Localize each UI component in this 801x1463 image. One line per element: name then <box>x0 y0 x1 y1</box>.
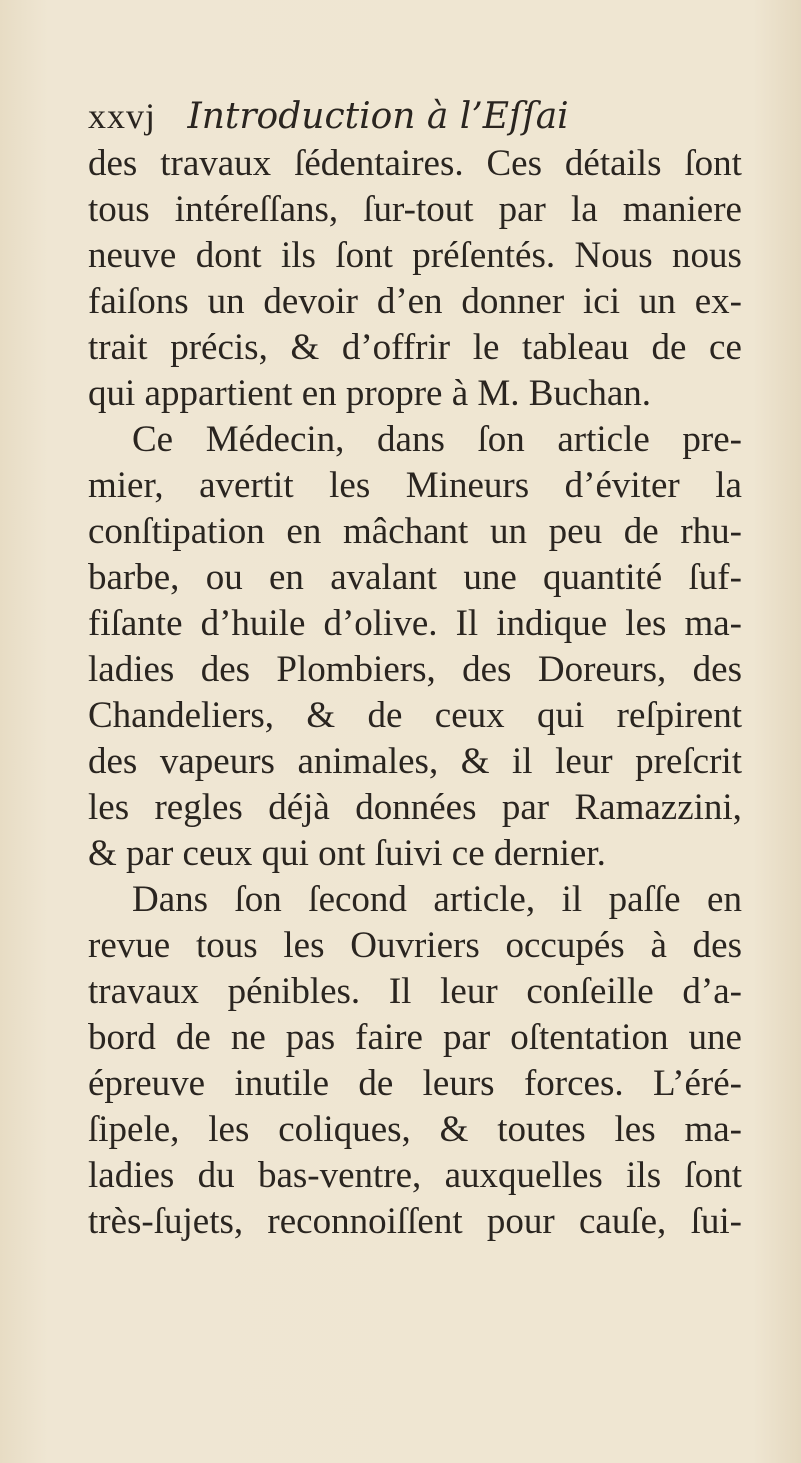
word: en <box>707 879 742 920</box>
word: Dans <box>132 879 209 920</box>
word: ils <box>626 1155 662 1196</box>
word: le <box>472 327 500 368</box>
word: Mineurs <box>405 465 530 506</box>
word: tous <box>88 189 150 230</box>
word: L’éré- <box>652 1063 742 1104</box>
text-line <box>88 140 742 188</box>
word: dont <box>195 235 262 276</box>
text-line <box>88 968 742 1016</box>
word: travaux <box>88 971 199 1012</box>
word: intéreſſans, <box>174 189 339 230</box>
word: donner <box>461 281 565 322</box>
text-line <box>88 646 742 694</box>
word: forces. <box>523 1063 624 1104</box>
word: trait <box>88 327 148 368</box>
word: ſipele, <box>88 1109 180 1150</box>
word: en <box>268 557 304 598</box>
word: ſuf- <box>688 557 742 598</box>
word: animales, <box>297 741 439 782</box>
word: & <box>306 695 336 736</box>
word: oſtentation <box>510 1017 669 1058</box>
word: par <box>501 787 550 828</box>
word: Ce <box>132 419 174 460</box>
word: les <box>625 603 667 644</box>
word: de <box>651 327 687 368</box>
text-line <box>88 600 742 648</box>
word: qui <box>537 695 585 736</box>
word: travaux <box>160 143 272 184</box>
word: ladies <box>88 649 175 690</box>
word: neuve <box>88 235 177 276</box>
word: avalant <box>330 557 438 598</box>
word: pas <box>285 1017 336 1058</box>
word: la <box>715 465 742 506</box>
text-line <box>88 186 742 234</box>
word: ou <box>205 557 243 598</box>
word: d’offrir <box>341 327 451 368</box>
word: mâchant <box>343 511 469 552</box>
word: d’éviter <box>564 465 680 506</box>
word: Nous <box>574 235 653 276</box>
word: Ouvriers <box>350 925 480 966</box>
word: auxquelles <box>444 1155 603 1196</box>
word: indique <box>496 603 608 644</box>
word: ſecond <box>308 879 407 920</box>
text-line <box>88 1198 742 1246</box>
text-line: & par ceux qui ont ſuivi ce dernier. <box>88 833 606 874</box>
word: nous <box>672 235 742 276</box>
word: d’huile <box>200 603 306 644</box>
word: & <box>439 1109 469 1150</box>
text-line: qui appartient en propre à M. Buchan. <box>88 373 652 414</box>
word: Doreurs, <box>537 649 667 690</box>
word: revue <box>88 925 171 966</box>
word: un <box>638 281 676 322</box>
running-title: Introduction à l’Eſſai <box>187 96 569 137</box>
text-line <box>88 554 742 602</box>
word: de <box>623 511 659 552</box>
text-line <box>88 1014 742 1062</box>
word: les <box>283 925 325 966</box>
word: les <box>88 787 130 828</box>
word: pre- <box>682 419 742 460</box>
word: dans <box>377 419 445 460</box>
word: en <box>286 511 322 552</box>
word: ſon <box>477 419 525 460</box>
word: des <box>88 143 138 184</box>
word: ſon <box>234 879 282 920</box>
word: & <box>290 327 320 368</box>
word: occupés <box>505 925 625 966</box>
word: & <box>460 741 490 782</box>
word: ſédentaires. <box>294 143 464 184</box>
word: des <box>692 925 742 966</box>
word: la <box>570 189 598 230</box>
word: ladies <box>88 1155 175 1196</box>
word: reſpirent <box>616 695 742 736</box>
word: les <box>208 1109 250 1150</box>
word: des <box>200 649 251 690</box>
word: d’a- <box>682 971 742 1012</box>
word: ils <box>280 235 316 276</box>
word: de <box>175 1017 211 1058</box>
text-line <box>88 462 742 510</box>
word: Il <box>455 603 479 644</box>
word: quantité <box>543 557 663 598</box>
word: regles <box>154 787 243 828</box>
word: des <box>88 741 138 782</box>
text-line <box>88 1152 742 1200</box>
word: de <box>358 1063 394 1104</box>
word: tous <box>195 925 258 966</box>
word: avertit <box>199 465 294 506</box>
word: par <box>498 189 546 230</box>
word: données <box>355 787 477 828</box>
word: article <box>557 419 650 460</box>
word: barbe, <box>88 557 180 598</box>
text-line <box>132 876 742 924</box>
word: inutile <box>234 1063 329 1104</box>
word: ma- <box>684 1109 742 1150</box>
word: préſentés. <box>412 235 556 276</box>
word: maniere <box>622 189 742 230</box>
word: Médecin, <box>205 419 345 460</box>
word: ma- <box>684 603 742 644</box>
word: fiſante <box>88 603 183 644</box>
word: preſcrit <box>635 741 742 782</box>
word: mier, <box>88 465 164 506</box>
word: une <box>463 557 517 598</box>
word: pénibles. <box>227 971 361 1012</box>
word: leur <box>555 741 613 782</box>
word: Plombiers, <box>276 649 436 690</box>
word: il <box>561 879 583 920</box>
word: paſſe <box>608 879 681 920</box>
word: de <box>367 695 403 736</box>
word: les <box>329 465 371 506</box>
word: un <box>489 511 527 552</box>
word: les <box>614 1109 656 1150</box>
word: d’olive. <box>323 603 438 644</box>
word: pour <box>486 1201 555 1242</box>
text-line <box>88 1060 742 1108</box>
text-line <box>88 784 742 832</box>
word: leur <box>440 971 498 1012</box>
word: bas-ventre, <box>257 1155 422 1196</box>
word: article, <box>433 879 536 920</box>
word: reconnoiſſent <box>267 1201 463 1242</box>
text-line <box>132 416 742 464</box>
word: leurs <box>422 1063 495 1104</box>
word: une <box>688 1017 742 1058</box>
word: cauſe, <box>579 1201 667 1242</box>
text-line <box>88 324 742 372</box>
word: Ramazzini, <box>574 787 742 828</box>
word: ex- <box>694 281 742 322</box>
word: tableau <box>522 327 629 368</box>
word: détails <box>564 143 662 184</box>
word: faire <box>355 1017 423 1058</box>
word: du <box>197 1155 235 1196</box>
word: faiſons <box>88 281 189 322</box>
word: des <box>462 649 512 690</box>
text-line <box>88 508 742 556</box>
word: ſont <box>684 143 742 184</box>
word: il <box>512 741 533 782</box>
word: un <box>207 281 245 322</box>
word: rhu- <box>680 511 742 552</box>
word: des <box>692 649 742 690</box>
word: ici <box>583 281 621 322</box>
word: ſur-tout <box>363 189 474 230</box>
word: ſui- <box>690 1201 742 1242</box>
text-line <box>88 278 742 326</box>
word: Chandeliers, <box>88 695 274 736</box>
word: coliques, <box>278 1109 411 1150</box>
text-line <box>88 692 742 740</box>
word: peu <box>548 511 603 552</box>
word: ce <box>709 327 742 368</box>
word: conſtipation <box>88 511 265 552</box>
text-line <box>88 1106 742 1154</box>
text-line <box>88 738 742 786</box>
word: toutes <box>497 1109 586 1150</box>
page-header <box>88 92 569 141</box>
word: ſont <box>335 235 393 276</box>
word: ne <box>230 1017 266 1058</box>
word: Ces <box>486 143 542 184</box>
text-line <box>88 232 742 280</box>
page-number: xxvj <box>88 96 157 136</box>
word: vapeurs <box>159 741 275 782</box>
word: à <box>650 925 667 966</box>
word: déjà <box>268 787 330 828</box>
word: précis, <box>170 327 268 368</box>
word: ſont <box>684 1155 742 1196</box>
text-line <box>88 922 742 970</box>
word: par <box>442 1017 491 1058</box>
word: bord <box>88 1017 156 1058</box>
word: épreuve <box>88 1063 206 1104</box>
word: d’en <box>376 281 443 322</box>
word: Il <box>388 971 412 1012</box>
word: conſeille <box>526 971 654 1012</box>
word: très-ſujets, <box>88 1201 244 1242</box>
word: ceux <box>434 695 505 736</box>
word: devoir <box>263 281 358 322</box>
